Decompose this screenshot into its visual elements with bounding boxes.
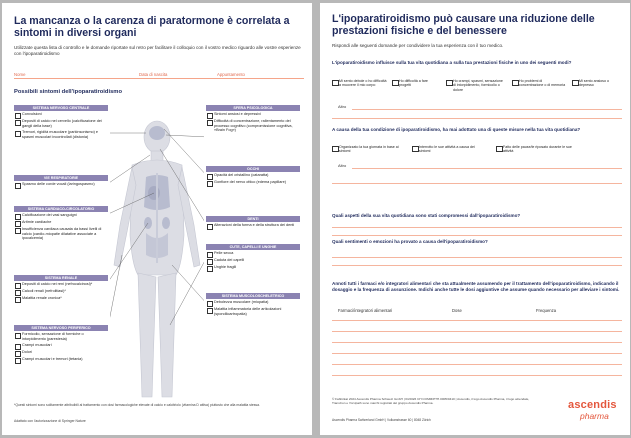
group-header: DENTI bbox=[206, 216, 300, 222]
symptom-checkbox[interactable]: Sintomi ansiosi e depressivi bbox=[206, 111, 300, 118]
symptom-checkbox[interactable]: Calcoli renali (nefrolitiasi)* bbox=[14, 288, 108, 295]
group-header: CUTE, CAPELLI E UNGHIE bbox=[206, 244, 300, 250]
q2-other-label: Altro bbox=[338, 163, 347, 168]
symptom-checkbox[interactable]: Aritmie cardiache bbox=[14, 219, 108, 226]
q1-option[interactable]: Ho difficoltà a fare progetti bbox=[392, 79, 440, 88]
table-line[interactable] bbox=[332, 364, 622, 365]
page1-intro: Utilizzate questa lista di controllo e le domande riportate sul retro per facilitare il colloquio con il vostro medico riguardo alle vostre esperienze con l'ipoparatiroidismo bbox=[14, 45, 301, 56]
symptom-checkbox[interactable]: Convulsioni bbox=[14, 111, 108, 118]
human-body-illustration bbox=[110, 115, 204, 405]
table-header-frequency: Frequenza bbox=[536, 308, 557, 313]
q1-option[interactable]: Mi sento ansioso o depresso bbox=[572, 79, 620, 88]
appointment-field[interactable]: Appuntamento bbox=[217, 72, 245, 77]
q2-option[interactable]: Fatto delle pause/le riposato durante le sue attività bbox=[496, 145, 576, 154]
table-line[interactable] bbox=[332, 331, 622, 332]
question-1: L'ipoparatiroidismo influisce sulla tua vita quotidiana a sulla tua prestazioni fisiche in uno dei seguenti modi? bbox=[332, 60, 572, 65]
q1-option[interactable]: Ho problemi di concentrazione o di memoria bbox=[512, 79, 567, 88]
group-header: SISTEMA NERVOSO CENTRALE bbox=[14, 105, 108, 111]
symptom-checkbox[interactable]: Unghie fragili bbox=[206, 264, 300, 271]
group-header: SFERA PSICOLOGICA bbox=[206, 105, 300, 111]
group-eyes bbox=[206, 166, 300, 186]
page2-title: L'ipoparatiroidismo può causare una riduzione delle prestazioni fisiche e del benessere bbox=[332, 13, 595, 37]
page2-intro: Rispondi alle seguenti domande per condividere la tua esperienza con il tuo medico. bbox=[332, 43, 504, 48]
table-line[interactable] bbox=[332, 375, 622, 376]
group-cns bbox=[14, 105, 108, 140]
address: Ascendis Pharma Switzerland GmbH | Vulkanstrasse 60 | 8048 Zürich bbox=[332, 418, 431, 422]
q2-option[interactable]: Organizzato la tua giornata in base ai sintomi bbox=[332, 145, 402, 154]
q1-option[interactable]: Ho crampi, spasmi, sensazione di intorpidimento, formicolio o dolore bbox=[446, 79, 506, 92]
table-line[interactable] bbox=[332, 342, 622, 343]
answer-line[interactable] bbox=[332, 257, 622, 258]
symptom-checkbox[interactable]: Crampi muscolari e tremori (tetania) bbox=[14, 356, 108, 363]
group-skin bbox=[206, 244, 300, 271]
table-line[interactable] bbox=[332, 353, 622, 354]
symptom-checkbox[interactable]: Insufficienza cardiaca causata da bassi livelli di calcio (cardio-miopatie dilatative associate a ipocalcemia) bbox=[14, 226, 108, 242]
group-musculoskeletal bbox=[206, 293, 300, 317]
symptom-checkbox[interactable]: Malattia renale cronica* bbox=[14, 295, 108, 302]
symptom-checkbox[interactable]: Spasmo delle corde vocali (laringospasmo) bbox=[14, 181, 108, 188]
question-2: A causa della tua condizione di ipoparatiroidismo, ha mai adottato una di queste misure nella tua vita quotidiana? bbox=[332, 127, 581, 132]
symptom-checkbox[interactable]: Difficoltà di concentrazione, rallentamento del processo cognitivo (compromissione cognitiva, «Brain Fog») bbox=[206, 118, 300, 134]
symptom-checkbox[interactable]: Tremori, rigidità muscolare (parkinsonismo) e spasmi muscolari incontrollati (distonia) bbox=[14, 129, 108, 140]
table-line[interactable] bbox=[332, 320, 622, 321]
symptom-checkbox[interactable]: Calcificazione dei vasi sanguigni bbox=[14, 212, 108, 219]
q2-other-line[interactable] bbox=[352, 168, 622, 169]
table-header-dose: Dose bbox=[452, 308, 462, 313]
answer-line[interactable] bbox=[332, 265, 622, 266]
patient-fields bbox=[14, 71, 304, 79]
question-4: Quali sentimenti o emozioni ha provato a causa dell'ipoparatiroidismo? bbox=[332, 239, 488, 244]
group-respiratory bbox=[14, 175, 108, 188]
group-header: SISTEMA CARDIACO-CIRCOLATORIO bbox=[14, 206, 108, 212]
symptom-checkbox[interactable]: Caduta dei capelli bbox=[206, 257, 300, 264]
footnote: *Questi sintomi sono solitamente attribuibili al trattamento con dosi farmacologiche elevate di calcio e calcitriolo (vitamina D attiva) piuttosto che alla malattia stessa. bbox=[14, 403, 260, 407]
q1-other-line[interactable] bbox=[352, 109, 622, 110]
legal-text: © Fabbrikat 2024 Ascendis Pharma Schweiz GmbH | ID/2026 CH COMM/PTH.0005/0410 | Ascendis, il logo Ascendis Pharma, il logo aziendale, TransCon e Yorvipath sono marchi registrati del gruppo Ascendis Pharma. bbox=[332, 397, 530, 405]
symptom-checkbox[interactable]: Pelle secca bbox=[206, 250, 300, 257]
question-5: Annoti tutti i farmaci e/o integratori alimentari che sta attualmente assumendo per il trattamento dell'ipoparatiroidismo, indicando il dosaggio e la frequenza di assunzione. Indichi anche tutte le dosi aggiuntive che assume quando necessario per alleviare i sintomi. bbox=[332, 281, 620, 292]
symptom-checkbox[interactable]: Debolezza muscolare (miopatia) bbox=[206, 299, 300, 306]
symptom-checkbox[interactable]: Gonfiore del nervo ottico (edema papillare) bbox=[206, 179, 300, 186]
group-header: OCCHI bbox=[206, 166, 300, 172]
dob-field[interactable]: Data di nascita bbox=[139, 72, 168, 77]
ascendis-logo-sub: pharma bbox=[580, 411, 609, 421]
group-header: SISTEMA NERVOSO PERIFERICO bbox=[14, 325, 108, 331]
page1-title: La mancanza o la carenza di paratormone è correlata a sintomi in diversi organi bbox=[14, 15, 290, 39]
group-header: SISTEMA MUSCOLOSCHELETRICO bbox=[206, 293, 300, 299]
symptom-checkbox[interactable]: Malattia infiammatoria delle articolazioni (spondiloartropatia) bbox=[206, 306, 300, 317]
group-renal bbox=[14, 275, 108, 302]
symptom-checkbox[interactable]: Formicolio, sensazione di formiche o intorpidimento (parestesia) bbox=[14, 331, 108, 342]
symptom-checkbox[interactable]: Dolori bbox=[14, 349, 108, 356]
question-3: Quali aspetti della sua vita quotidiana sono stati compromessi dall'ipoparatiroidismo? bbox=[332, 213, 521, 218]
symptom-checkbox[interactable]: Crampi muscolari bbox=[14, 342, 108, 349]
group-teeth bbox=[206, 216, 300, 229]
group-header: VIE RESPIRATORIE bbox=[14, 175, 108, 181]
group-header: SISTEMA RENALE bbox=[14, 275, 108, 281]
symptom-checkbox[interactable]: Depositi di calcio nel cervello (calcificazione dei gangli della base) bbox=[14, 118, 108, 129]
group-cardio bbox=[14, 206, 108, 242]
q1-other-label: Altro bbox=[338, 104, 347, 109]
answer-line[interactable] bbox=[332, 227, 622, 228]
answer-line[interactable] bbox=[332, 183, 622, 184]
q1-option[interactable]: Mi sento debole o ho difficoltà a muovere il mio corpo bbox=[332, 79, 387, 88]
symptoms-section-title: Possibili sintomi dell'ipoparatiroidismo bbox=[14, 89, 122, 95]
name-field[interactable]: Nome bbox=[14, 72, 26, 77]
ascendis-logo: ascendis bbox=[568, 399, 617, 411]
page-left bbox=[2, 3, 312, 435]
q2-option[interactable]: Interrotto le sue attività a causa dei sintomi bbox=[412, 145, 482, 154]
page-right bbox=[320, 3, 630, 435]
answer-line[interactable] bbox=[332, 235, 622, 236]
table-header-medication: Farmaci/integratori alimentari bbox=[338, 308, 393, 313]
symptom-checkbox[interactable]: Opacità del cristallino (cataratta) bbox=[206, 172, 300, 179]
group-psych bbox=[206, 105, 300, 134]
group-peripheral bbox=[14, 325, 108, 363]
symptom-checkbox[interactable]: Depositi di calcio nei reni (nefrocalcinosi)* bbox=[14, 281, 108, 288]
credit: Adattato con l'autorizzazione di Springer Nature bbox=[14, 419, 86, 423]
symptom-checkbox[interactable]: Alterazioni della forma e della struttura dei denti bbox=[206, 222, 300, 229]
answer-line[interactable] bbox=[332, 118, 622, 119]
